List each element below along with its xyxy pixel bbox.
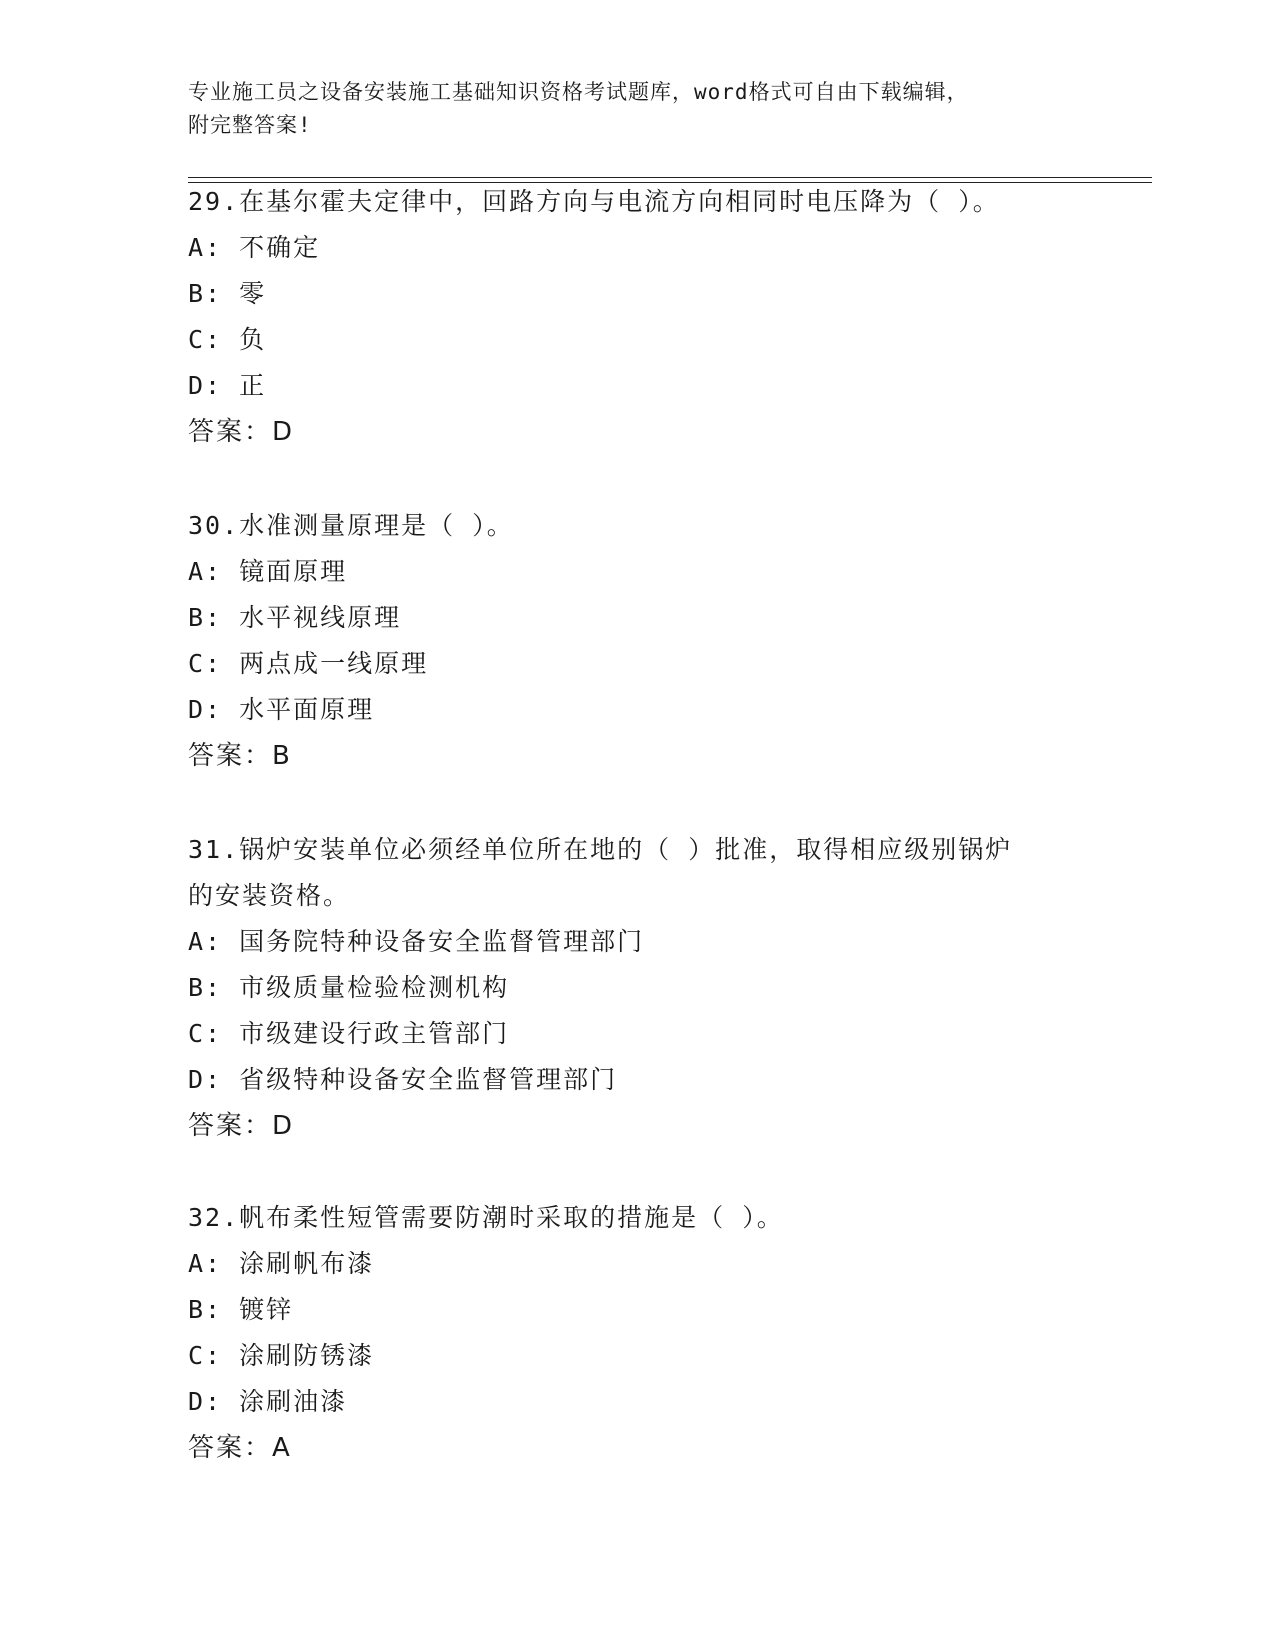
question-31 <box>188 827 1088 1149</box>
option-d: D: 涂刷油漆 <box>188 1387 348 1416</box>
option-c: C: 涂刷防锈漆 <box>188 1341 375 1370</box>
question-stem: 29.在基尔霍夫定律中，回路方向与电流方向相同时电压降为（ ）。 <box>188 187 1000 216</box>
option-b: B: 零 <box>188 279 267 308</box>
option-d: D: 水平面原理 <box>188 695 375 724</box>
option-a: A: 涂刷帆布漆 <box>188 1249 375 1278</box>
answer-line: 答案：D <box>188 417 295 447</box>
question-32 <box>188 1195 1088 1471</box>
question-30 <box>188 503 1088 779</box>
answer-line: 答案：A <box>188 1433 292 1463</box>
answer-line: 答案：B <box>188 741 292 771</box>
option-c: C: 市级建设行政主管部门 <box>188 1019 510 1048</box>
header-line-2: 附完整答案! <box>188 113 312 137</box>
question-stem-line-2: 的安装资格。 <box>188 881 351 910</box>
document-header <box>188 76 1088 142</box>
option-a: A: 国务院特种设备安全监督管理部门 <box>188 927 645 956</box>
option-d: D: 省级特种设备安全监督管理部门 <box>188 1065 618 1094</box>
option-d: D: 正 <box>188 371 267 400</box>
question-stem: 32.帆布柔性短管需要防潮时采取的措施是（ ）。 <box>188 1203 784 1232</box>
answer-line: 答案：D <box>188 1111 295 1141</box>
header-divider-top <box>188 177 1152 178</box>
question-stem-line-1: 31.锅炉安装单位必须经单位所在地的（ ）批准，取得相应级别锅炉 <box>188 835 1013 864</box>
option-a: A: 不确定 <box>188 233 321 262</box>
question-29 <box>188 179 1088 455</box>
question-stem: 30.水准测量原理是（ ）。 <box>188 511 514 540</box>
header-line-1: 专业施工员之设备安装施工基础知识资格考试题库，word格式可自由下载编辑， <box>188 80 969 104</box>
option-b: B: 市级质量检验检测机构 <box>188 973 510 1002</box>
option-b: B: 水平视线原理 <box>188 603 402 632</box>
option-c: C: 负 <box>188 325 267 354</box>
option-b: B: 镀锌 <box>188 1295 294 1324</box>
option-a: A: 镜面原理 <box>188 557 348 586</box>
option-c: C: 两点成一线原理 <box>188 649 429 678</box>
